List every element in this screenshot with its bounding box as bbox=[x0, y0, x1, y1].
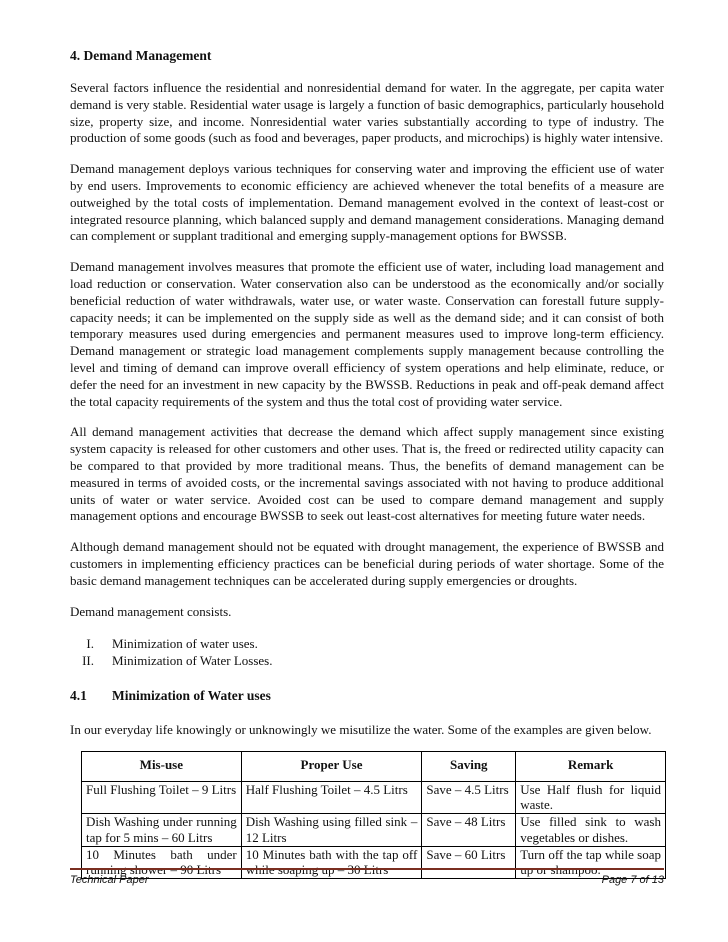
cell-proper-use: 10 Minutes bath with the tap off while soaping up – 30 Litrs bbox=[241, 846, 422, 879]
cell-saving: Save – 60 Litrs bbox=[422, 846, 516, 879]
paragraph-1: Several factors influence the residential and nonresidential demand for water. In the aggregate, per capita water demand is very stable. Residential water usage is largely a function of basic demographics, particularly household size, property size, and income. Nonresidential water varies substantially according to type of industry. The production of some goods (such as food and beverages, paper products, and microchips) is highly water intensive. bbox=[70, 80, 664, 146]
footer-document-label: Technical Paper bbox=[70, 874, 149, 886]
list-marker: II. bbox=[82, 653, 94, 669]
table-header-row bbox=[82, 751, 666, 781]
page-footer bbox=[70, 868, 664, 886]
cell-misuse: Full Flushing Toilet – 9 Litrs bbox=[82, 781, 242, 814]
document-page bbox=[70, 38, 664, 879]
paragraph-3: Demand management involves measures that promote the efficient use of water, including load management and load reduction or conservation. Water conservation also can be understood as the economically and/or socially beneficial reduction of water withdrawals, water use, or water waste. Conservation can forestall future supply-capacity needs; it can be implemented on the supply side as well as the demand side; and it can consist of both temporary measures used during emergencies and permanent measures used to improve long-term efficiency. Demand management or strategic load management complements supply management because controlling the level and timing of demand can improve overall efficiency of system operations and help eliminate, reduce, or defer the need for an investment in new capacity by the BWSSB. Reductions in peak and off-peak demand affect the total capacity requirements of the system and thus the total cost of providing water service. bbox=[70, 259, 664, 409]
cell-saving: Save – 48 Litrs bbox=[422, 814, 516, 847]
footer-page-number: Page 7 of 13 bbox=[601, 874, 664, 886]
water-misuse-table bbox=[81, 751, 666, 880]
cell-remark: Use Half flush for liquid waste. bbox=[516, 781, 666, 814]
table-row bbox=[82, 781, 666, 814]
list-item bbox=[70, 653, 664, 670]
cell-remark: Turn off the tap while soap up or shampoo. bbox=[516, 846, 666, 879]
cell-misuse: Dish Washing under running tap for 5 mins – 60 Litrs bbox=[82, 814, 242, 847]
list-item-text: Minimization of water uses. bbox=[112, 636, 258, 652]
section-heading-4: 4. Demand Management bbox=[70, 48, 212, 63]
cell-proper-use: Dish Washing using filled sink – 12 Litrs bbox=[241, 814, 422, 847]
paragraph-4: All demand management activities that decrease the demand which affect supply management since existing system capacity is released for other customers and other uses. That is, the freed or redirected utility capacity can be compared to that provided by more traditional means. Thus, the benefits of demand management can be measured in terms of avoided costs, or the incremental savings associated with not having to produce additional units of water or water service. Avoided cost can be used to compare demand management and supply management options and encourage BWSSB to seek out least-cost alternatives for meeting future water needs. bbox=[70, 424, 664, 524]
table-intro: In our everyday life knowingly or unknowingly we misutilize the water. Some of the examples are given below. bbox=[70, 721, 652, 737]
list-item bbox=[70, 636, 664, 653]
list-item-text: Minimization of Water Losses. bbox=[112, 653, 273, 669]
cell-misuse: 10 Minutes bath under running shower – 90 Litrs bbox=[82, 846, 242, 879]
section-title: Minimization of Water uses bbox=[112, 687, 271, 703]
header-misuse: Mis-use bbox=[82, 751, 242, 781]
header-remark: Remark bbox=[516, 751, 666, 781]
section-heading-4-1 bbox=[70, 688, 664, 704]
paragraph-6: Demand management consists. bbox=[70, 603, 232, 619]
paragraph-5: Although demand management should not be equated with drought management, the experience of BWSSB and customers in implementing efficiency practices can be beneficial during periods of water shortage. Some of the basic demand management techniques can be accelerated during supply emergencies or droughts. bbox=[70, 539, 664, 588]
header-proper-use: Proper Use bbox=[241, 751, 422, 781]
section-number: 4.1 bbox=[70, 687, 87, 703]
cell-remark: Use filled sink to wash vegetables or dishes. bbox=[516, 814, 666, 847]
paragraph-2: Demand management deploys various techniques for conserving water and improving the efficient use of water by end users. Improvements to economic efficiency are achieved whenever the total benefits of a measure are outweighed by the total costs of implementation. Demand management evolved in the context of least-cost or integrated resource planning, which balanced supply and demand management considerations. Managing demand can complement or supplant traditional and emerging supply-management options for BWSSB. bbox=[70, 161, 664, 244]
cell-proper-use: Half Flushing Toilet – 4.5 Litrs bbox=[241, 781, 422, 814]
cell-saving: Save – 4.5 Litrs bbox=[422, 781, 516, 814]
demand-management-list bbox=[70, 636, 664, 670]
header-saving: Saving bbox=[422, 751, 516, 781]
table-row bbox=[82, 814, 666, 847]
list-marker: I. bbox=[86, 636, 94, 652]
